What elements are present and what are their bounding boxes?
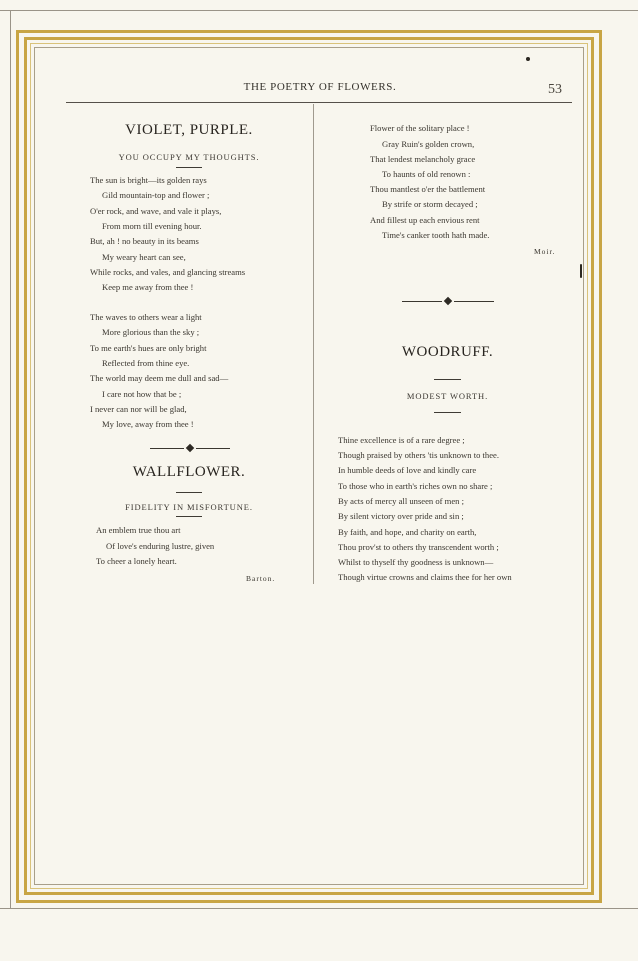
poem-line: An emblem true thou art bbox=[96, 525, 181, 535]
poem-line: Though virtue crowns and claims thee for her own bbox=[338, 572, 512, 582]
poem-line: But, ah ! no beauty in its beams bbox=[90, 236, 199, 246]
poem-line: The waves to others wear a light bbox=[90, 312, 202, 322]
scan-edge-bottom bbox=[0, 908, 638, 909]
poem-line: To those who in earth's riches own no share ; bbox=[338, 481, 493, 491]
short-rule bbox=[176, 167, 202, 168]
poem-line: Thine excellence is of a rare degree ; bbox=[338, 435, 465, 445]
short-rule bbox=[176, 516, 202, 517]
left-column bbox=[70, 0, 308, 600]
poem-line: And fillest up each envious rent bbox=[370, 215, 480, 225]
poem-line: By acts of mercy all unseen of men ; bbox=[338, 496, 465, 506]
ink-speck bbox=[580, 264, 582, 278]
section-subtitle-wallflower: FIDELITY IN MISFORTUNE. bbox=[125, 502, 253, 512]
section-title-woodruff: WOODRUFF. bbox=[401, 344, 494, 360]
poem-line: Thou prov'st to others thy transcendent worth ; bbox=[338, 542, 499, 552]
poem-line: Gray Ruin's golden crown, bbox=[382, 139, 475, 149]
poem-line: My weary heart can see, bbox=[102, 252, 186, 262]
poem-line: By silent victory over pride and sin ; bbox=[338, 511, 464, 521]
column-divider bbox=[313, 104, 314, 584]
poem-line: From morn till evening hour. bbox=[102, 221, 202, 231]
poem-line: In humble deeds of love and kindly care bbox=[338, 465, 477, 475]
section-subtitle-woodruff: MODEST WORTH. bbox=[406, 391, 489, 401]
section-ornament bbox=[402, 296, 494, 308]
poem-line: I care not how that be ; bbox=[102, 389, 182, 399]
attribution-moir: Moir. bbox=[534, 247, 556, 256]
poem-line: While rocks, and vales, and glancing streams bbox=[90, 267, 246, 277]
poem-line: To haunts of old renown : bbox=[382, 169, 471, 179]
poem-line: To cheer a lonely heart. bbox=[96, 556, 177, 566]
section-title-wallflower: WALLFLOWER. bbox=[132, 464, 246, 480]
section-subtitle-violet: YOU OCCUPY MY THOUGHTS. bbox=[118, 152, 260, 162]
poem-line: More glorious than the sky ; bbox=[102, 327, 200, 337]
short-rule bbox=[434, 412, 461, 413]
poem-line: Gild mountain-top and flower ; bbox=[102, 190, 210, 200]
right-column bbox=[320, 0, 575, 600]
poem-line: That lendest melancholy grace bbox=[370, 154, 476, 164]
running-title: THE POETRY OF FLOWERS. bbox=[243, 81, 397, 93]
poem-line: My love, away from thee ! bbox=[102, 419, 194, 429]
section-ornament bbox=[150, 443, 230, 455]
poem-line: Though praised by others 'tis unknown to thee. bbox=[338, 450, 499, 460]
poem-line: I never can nor will be glad, bbox=[90, 404, 187, 414]
short-rule bbox=[176, 492, 202, 493]
poem-line: Reflected from thine eye. bbox=[102, 358, 190, 368]
poem-line: The sun is bright—its golden rays bbox=[90, 175, 207, 185]
page-number: 53 bbox=[548, 82, 562, 97]
section-title-violet: VIOLET, PURPLE. bbox=[125, 122, 253, 138]
poem-line: Keep me away from thee ! bbox=[102, 282, 194, 292]
poem-line: By strife or storm decayed ; bbox=[382, 199, 478, 209]
poem-line: Time's canker tooth hath made. bbox=[382, 230, 490, 240]
poem-line: Thou mantlest o'er the battlement bbox=[370, 184, 486, 194]
poem-line: Whilst to thyself thy goodness is unknown— bbox=[338, 557, 494, 567]
poem-line: To me earth's hues are only bright bbox=[90, 343, 207, 353]
poem-line: Of love's enduring lustre, given bbox=[106, 541, 215, 551]
attribution-barton: Barton. bbox=[246, 574, 276, 583]
poem-line: By faith, and hope, and charity on earth, bbox=[338, 527, 477, 537]
poem-line: O'er rock, and wave, and vale it plays, bbox=[90, 206, 222, 216]
scan-edge-left bbox=[10, 10, 11, 908]
poem-line: The world may deem me dull and sad— bbox=[90, 373, 229, 383]
poem-line: Flower of the solitary place ! bbox=[370, 123, 470, 133]
short-rule bbox=[434, 379, 461, 380]
